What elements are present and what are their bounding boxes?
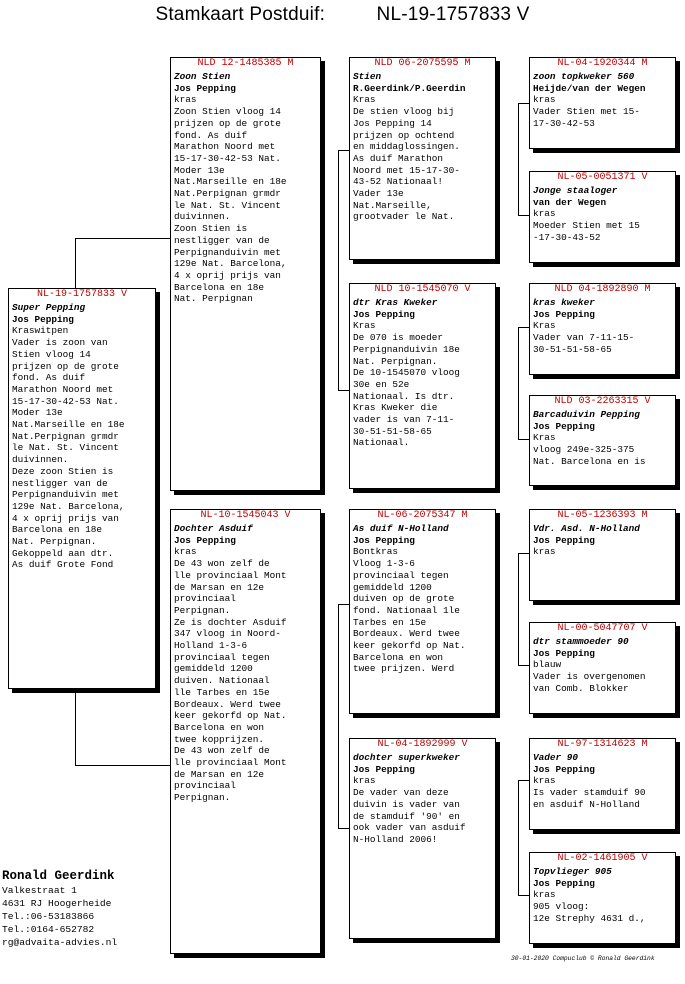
pigeon-color: Kras: [353, 94, 376, 106]
pigeon-name: Barcaduivin Pepping: [533, 409, 640, 420]
connector-line: [518, 327, 519, 439]
pigeon-card-fmf: [529, 283, 676, 375]
page-title: [0, 4, 685, 26]
pigeon-color: kras: [533, 889, 556, 901]
pigeon-owner: Jos Pepping: [174, 82, 236, 94]
pigeon-description: De 43 won zelf de lle provinciaal Mont de Marsan en 12e provinciaal Perpignan. Ze is dochter Asduif 347 vloog in Noord- Holland 1-3-6 provinciaal tegen gemiddeld 1200 duiven. Nationaal lle Tarbes en 15e Bordeaux. Werd twee keer gekorfd op Nat. Barcelona en won twee kopprijzen. De 43 won zelf de lle provinciaal Mont de Marsan en 12e provinciaal Perpignan.: [174, 558, 287, 804]
pigeon-description: vloog 249e-325-375 Nat. Barcelona en is: [533, 444, 646, 467]
pigeon-owner: Jos Pepping: [353, 534, 415, 546]
pigeon-color: Bontkras: [353, 546, 399, 558]
pigeon-owner: Jos Pepping: [12, 313, 74, 325]
connector-line: [518, 103, 529, 104]
pigeon-card-mother: [170, 509, 321, 954]
breeder-street: Valkestraat 1: [2, 885, 77, 896]
ring-number: NLD 12-1485385 M: [197, 58, 294, 69]
pigeon-description: Vader Stien met 15- 17-30-42-53: [533, 106, 640, 129]
connector-line: [518, 215, 529, 216]
pigeon-owner: van der Wegen: [533, 196, 607, 208]
connector-line: [518, 103, 519, 215]
pigeon-name: Zoon Stien: [174, 71, 231, 82]
pigeon-color: blauw: [533, 659, 562, 671]
pigeon-color: kras: [533, 775, 556, 787]
pigeon-owner: Jos Pepping: [174, 534, 236, 546]
pigeon-name: Vader 90: [533, 752, 579, 763]
pigeon-name: kras kweker: [533, 297, 595, 308]
pigeon-color: Kras: [533, 432, 556, 444]
pigeon-color: kras: [353, 775, 376, 787]
pigeon-card-mother-mother: [349, 738, 496, 939]
pigeon-name: Dochter Asduif: [174, 523, 253, 534]
pigeon-owner: R.Geerdink/P.Geerdin: [353, 82, 466, 94]
pigeon-card-mfm: [529, 622, 676, 714]
pigeon-color: kras: [174, 94, 197, 106]
pigeon-name: Stien: [353, 71, 382, 82]
ring-number: NL-00-5047707 V: [557, 623, 648, 634]
connector-line: [518, 327, 529, 328]
connector-line: [338, 150, 349, 151]
connector-line: [338, 828, 349, 829]
pigeon-owner: Jos Pepping: [533, 308, 595, 320]
pigeon-description: De 070 is moeder Perpignanduivin 18e Nat. Perpignan. De 10-1545070 vloog 30e en 52e Nationaal. Is dtr. Kras Kweker die vader is van 7-11- 30-51-51-58-65 Nationaal.: [353, 332, 460, 449]
pigeon-card-mmf: [529, 738, 676, 830]
pigeon-description: Vloog 1-3-6 provinciaal tegen gemiddeld 1200 duiven op de grote fond. Nationaal 1le Tarbes en 15e Bordeaux. Werd twee keer gekorfd op Nat. Barcelona en won twee prijzen. Werd: [353, 558, 466, 675]
pigeon-card-ffm: [529, 171, 676, 263]
connector-line: [75, 238, 170, 239]
pigeon-card-fff: [529, 57, 676, 149]
breeder-info: [2, 868, 117, 949]
pigeon-owner: Jos Pepping: [353, 763, 415, 775]
connector-line: [338, 390, 349, 391]
pigeon-card-fmm: [529, 395, 676, 486]
connector-line: [518, 665, 529, 666]
ring-number: NL-02-1461905 V: [557, 853, 648, 864]
pigeon-color: Kras: [353, 320, 376, 332]
pigeon-description: De vader van deze duivin is vader van de stamduif '90' en ook vader van asduif N-Holland 2006!: [353, 787, 466, 845]
pigeon-color: kras: [533, 208, 556, 220]
connector-line: [338, 604, 349, 605]
ring-number: NL-05-0051371 V: [557, 172, 648, 183]
pigeon-description: Vader is overgenomen van Comb. Blokker: [533, 671, 646, 694]
connector-line: [75, 765, 170, 766]
ring-number: NL-19-1757833 V: [36, 289, 127, 300]
pigeon-color: kras: [533, 546, 556, 558]
pigeon-name: zoon topkweker 560: [533, 71, 635, 82]
pigeon-name: dtr Kras Kweker: [353, 297, 438, 308]
breeder-city: 4631 RJ Hoogerheide: [2, 898, 112, 909]
pigeon-color: kras: [174, 546, 197, 558]
pigeon-owner: Jos Pepping: [533, 534, 595, 546]
connector-line: [518, 895, 529, 896]
pigeon-name: Topvlieger 905: [533, 866, 612, 877]
ring-number: NL-06-2075347 M: [377, 510, 468, 521]
pigeon-description: Zoon Stien vloog 14 prijzen op de grote fond. As duif Marathon Noord met 15-17-30-42-53 Nat. Moder 13e Nat.Marseille en 18e Nat.Perpignan grmdr le Nat. St. Vincent duivinnen. Zoon Stien is nestligger van de Perpignanduivin met 129e Nat. Barcelona, 4 x oprij prijs van Barcelona en 18e Nat. Perpignan: [174, 106, 287, 305]
pigeon-description: Moeder Stien met 15 -17-30-43-52: [533, 220, 640, 243]
ring-number: NL-05-1236393 M: [557, 510, 648, 521]
connector-line: [338, 150, 339, 390]
pigeon-owner: Jos Pepping: [533, 763, 595, 775]
pigeon-card-father: [170, 57, 321, 491]
page-title-ring: NL-19-1757833 V: [376, 4, 530, 25]
ring-number: NL-04-1920344 M: [557, 58, 648, 69]
pigeon-name: dtr stammoeder 90: [533, 636, 629, 647]
pigeon-owner: Jos Pepping: [533, 420, 595, 432]
pigeon-card-father-father: [349, 57, 496, 260]
page-title-label: Stamkaart Postduif:: [155, 4, 326, 25]
pigeon-name: Vdr. Asd. N-Holland: [533, 523, 640, 534]
pigeon-owner: Jos Pepping: [533, 877, 595, 889]
pigeon-name: dochter superkweker: [353, 752, 460, 763]
pigeon-owner: Heijde/van der Wegen: [533, 82, 646, 94]
connector-line: [518, 553, 529, 554]
connector-line: [518, 780, 519, 895]
pigeon-name: Jonge staaloger: [533, 185, 618, 196]
pigeon-color: Kras: [533, 320, 556, 332]
breeder-phone-1: Tel.:06-53183866: [2, 911, 95, 922]
connector-line: [75, 689, 76, 765]
ring-number: NL-10-1545043 V: [200, 510, 291, 521]
pigeon-card-father-mother: [349, 283, 496, 489]
pigeon-card-mmm: [529, 852, 676, 944]
pigeon-color: kras: [533, 94, 556, 106]
pigeon-color: Kraswitpen: [12, 325, 69, 337]
pigeon-description: Is vader stamduif 90 en asduif N-Holland: [533, 787, 646, 810]
pigeon-card-mff: [529, 509, 676, 601]
ring-number: NLD 06-2075595 M: [374, 58, 471, 69]
ring-number: NLD 03-2263315 V: [554, 396, 651, 407]
pigeon-card-mother-father: [349, 509, 496, 714]
ring-number: NLD 04-1892890 M: [554, 284, 651, 295]
footer-credit: 30-01-2020 Compuclub © Ronald Geerdink: [511, 955, 655, 962]
connector-line: [518, 553, 519, 665]
pigeon-description: Vader is zoon van Stien vloog 14 prijzen op de grote fond. As duif Marathon Noord met 15-17-30-42-53 Nat. Moder 13e Nat.Marseille en 18e Nat.Perpignan grmdr le Nat. St. Vincent duivinnen. Deze zoon Stien is nestligger van de Perpignanduivin met 129e Nat. Barcelona, 4 x oprij prijs van Barcelona en 18e Nat. Perpignan. Gekoppeld aan dtr. As duif Grote Fond: [12, 337, 125, 571]
ring-number: NLD 10-1545070 V: [374, 284, 471, 295]
connector-line: [338, 604, 339, 828]
connector-line: [75, 238, 76, 288]
pigeon-card-main: [8, 288, 156, 689]
pigeon-owner: Jos Pepping: [353, 308, 415, 320]
ring-number: NL-04-1892999 V: [377, 739, 468, 750]
pigeon-description: Vader van 7-11-15- 30-51-51-58-65: [533, 332, 635, 355]
pigeon-description: De stien vloog bij Jos Pepping 14 prijzen op ochtend en middaglossingen. As duif Marathon Noord met 15-17-30- 43-52 Nationaal! Vader 13e Nat.Marseille, grootvader le Nat.: [353, 106, 460, 223]
pigeon-name: Super Pepping: [12, 302, 86, 313]
breeder-email: rg@advaita-advies.nl: [2, 937, 118, 948]
connector-line: [518, 780, 529, 781]
breeder-name: Ronald Geerdink: [2, 869, 115, 883]
pigeon-name: As duif N-Holland: [353, 523, 449, 534]
pigeon-owner: Jos Pepping: [533, 647, 595, 659]
connector-line: [518, 439, 529, 440]
ring-number: NL-97-1314623 M: [557, 739, 648, 750]
breeder-phone-2: Tel.:0164-652782: [2, 924, 95, 935]
pigeon-description: 905 vloog: 12e Strephy 4631 d.,: [533, 901, 646, 924]
